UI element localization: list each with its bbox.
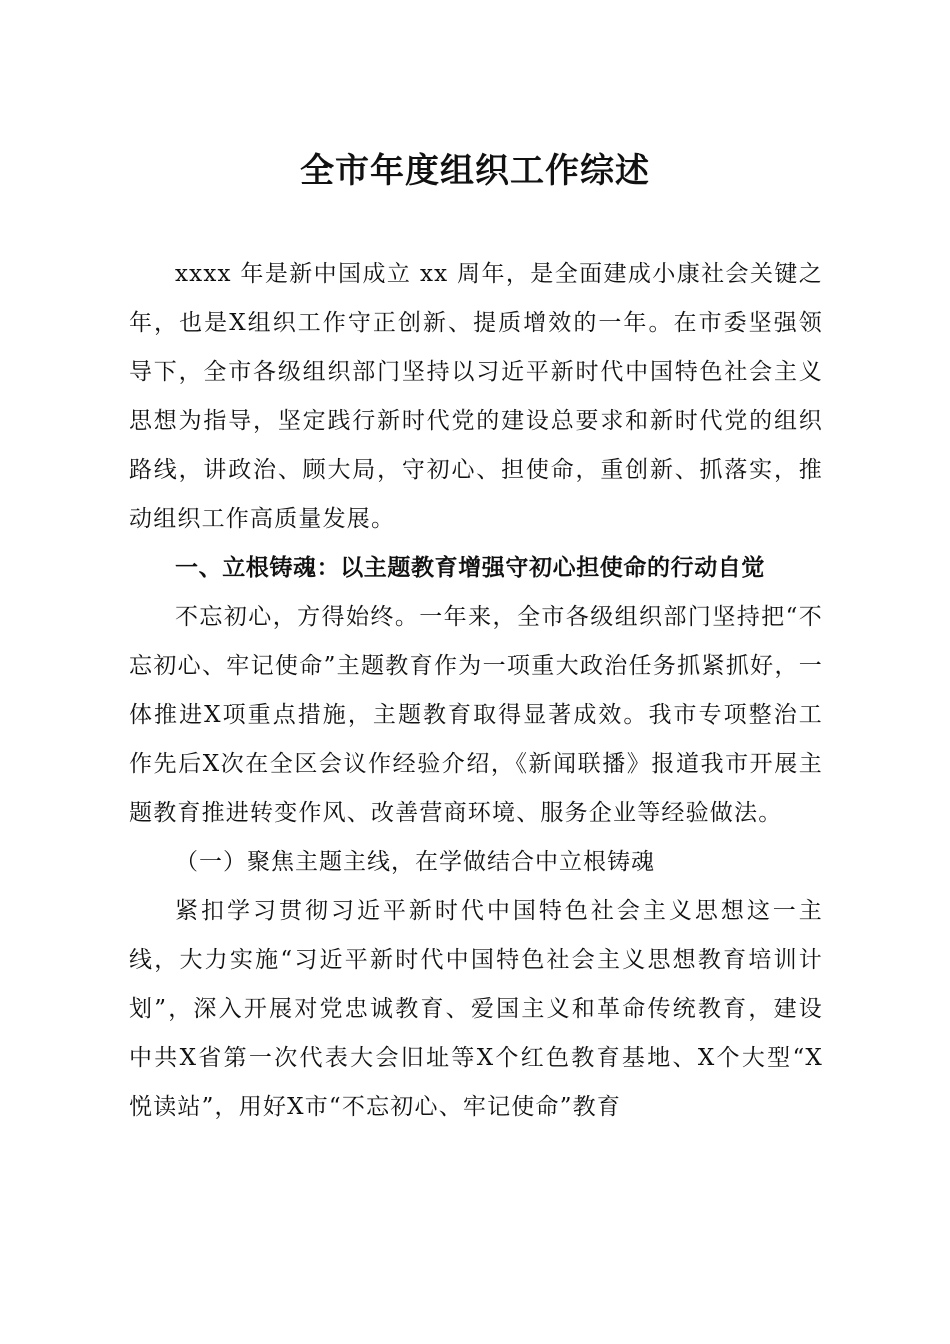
document-title: 全市年度组织工作综述	[300, 151, 650, 191]
section-1-paragraph: 不忘初心，方得始终。一年来，全市各级组织部门坚持把“不忘初心、牢记使命”主题教育作为一项重大政治任务抓紧抓好，一体推进X项重点措施，主题教育取得显著成效。我市专项整治工作先后X次在全区会议作经验介绍，《新闻联播》报道我市开展主题教育推进转变作风、改善营商环境、服务企业等经验做法。	[129, 604, 823, 826]
subsection-1-paragraph: 紧扣学习贯彻习近平新时代中国特色社会主义思想这一主线，大力实施“习近平新时代中国特色社会主义思想教育培训计划”，深入开展对党忠诚教育、爱国主义和革命传统教育，建设 中共X省第一次代表大会旧址等X个红色教育基地、X个大型“X 悦读站”，用好X市“不忘初心、牢记使命”教育	[129, 898, 841, 1120]
section-1-heading: 一、立根铸魂：以主题教育增强守初心担使命的行动自觉	[175, 555, 765, 581]
intro-paragraph: xxxx 年是新中国成立 xx 周年，是全面建成小康社会关键之年，也是X组织工作守正创新、提质增效的一年。在市委坚强领 导下，全市各级组织部门坚持以习近平新时代中国特色社会主义 思想为指导，坚定践行新时代党的建设总要求和新时代党的组织 路线，讲政治、顾大局，守初心、担使命，重创新、抓落实，推 动组织工作高质量发展。	[129, 261, 832, 532]
subsection-1-heading: （一）聚焦主题主线，在学做结合中立根铸魂	[175, 849, 655, 875]
document-body	[129, 250, 841, 1132]
